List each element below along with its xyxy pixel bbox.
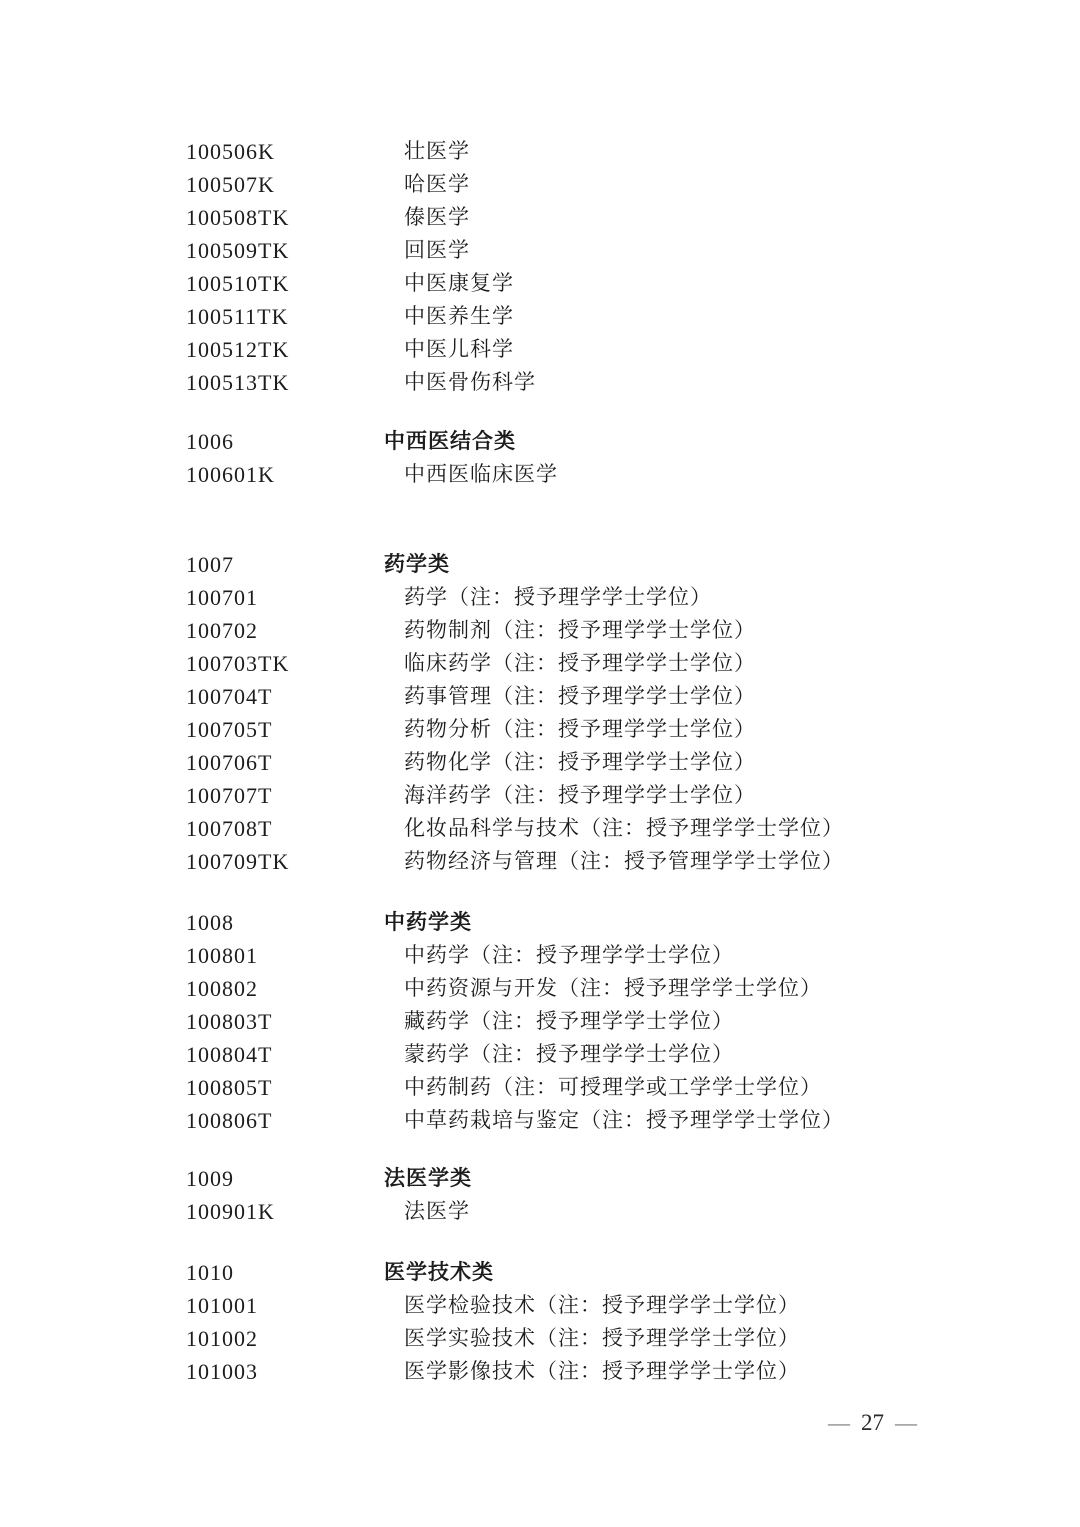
major-code: 100709TK xyxy=(186,849,290,874)
major-code: 100511TK xyxy=(186,304,289,329)
category-name: 法医学类 xyxy=(384,1166,472,1190)
major-name: 药物经济与管理（注：授予管理学学士学位） xyxy=(404,849,844,873)
major-code: 100510TK xyxy=(186,271,290,296)
major-row xyxy=(0,939,1080,972)
major-row xyxy=(0,1289,1080,1322)
major-row xyxy=(0,845,1080,878)
major-name: 医学影像技术（注：授予理学学士学位） xyxy=(404,1359,800,1383)
major-code: 100803T xyxy=(186,1009,273,1034)
major-row xyxy=(0,647,1080,680)
major-row xyxy=(0,1104,1080,1137)
major-code: 100705T xyxy=(186,717,273,742)
major-code: 100901K xyxy=(186,1199,275,1224)
section-1010 xyxy=(0,1256,1080,1388)
major-code: 100804T xyxy=(186,1042,273,1067)
category-row xyxy=(0,906,1080,939)
major-name: 药学（注：授予理学学士学位） xyxy=(404,585,712,609)
footer-left-dash: — xyxy=(828,1410,850,1435)
major-code: 100509TK xyxy=(186,238,290,263)
major-code: 100702 xyxy=(186,618,258,643)
category-code: 1009 xyxy=(186,1166,234,1191)
major-row xyxy=(0,1038,1080,1071)
major-row xyxy=(0,267,1080,300)
major-name: 海洋药学（注：授予理学学士学位） xyxy=(404,783,756,807)
major-name: 药事管理（注：授予理学学士学位） xyxy=(404,684,756,708)
major-name: 药物制剂（注：授予理学学士学位） xyxy=(404,618,756,642)
major-code: 100707T xyxy=(186,783,273,808)
major-code: 100703TK xyxy=(186,651,290,676)
category-row xyxy=(0,425,1080,458)
major-code: 100704T xyxy=(186,684,273,709)
major-code: 100801 xyxy=(186,943,258,968)
category-code: 1006 xyxy=(186,429,234,454)
category-code: 1008 xyxy=(186,910,234,935)
category-row xyxy=(0,1162,1080,1195)
major-name: 哈医学 xyxy=(404,172,470,196)
major-row xyxy=(0,746,1080,779)
major-name: 药物化学（注：授予理学学士学位） xyxy=(404,750,756,774)
major-name: 中医康复学 xyxy=(404,271,514,295)
category-row xyxy=(0,1256,1080,1289)
major-row xyxy=(0,366,1080,399)
major-row xyxy=(0,581,1080,614)
category-code: 1010 xyxy=(186,1260,234,1285)
major-name: 医学实验技术（注：授予理学学士学位） xyxy=(404,1326,800,1350)
major-code: 101003 xyxy=(186,1359,258,1384)
major-row xyxy=(0,713,1080,746)
section-1005-continued xyxy=(0,135,1080,399)
major-row xyxy=(0,1195,1080,1228)
major-name: 中药资源与开发（注：授予理学学士学位） xyxy=(404,976,822,1000)
major-name: 中草药栽培与鉴定（注：授予理学学士学位） xyxy=(404,1108,844,1132)
footer-right-dash: — xyxy=(895,1410,917,1435)
major-name: 中药学（注：授予理学学士学位） xyxy=(404,943,734,967)
major-name: 药物分析（注：授予理学学士学位） xyxy=(404,717,756,741)
major-name: 临床药学（注：授予理学学士学位） xyxy=(404,651,756,675)
major-code: 100805T xyxy=(186,1075,273,1100)
major-code: 100601K xyxy=(186,462,275,487)
major-row xyxy=(0,1322,1080,1355)
major-code: 100706T xyxy=(186,750,273,775)
major-code: 100507K xyxy=(186,172,275,197)
major-row xyxy=(0,1355,1080,1388)
major-row xyxy=(0,614,1080,647)
major-name: 医学检验技术（注：授予理学学士学位） xyxy=(404,1293,800,1317)
major-name: 化妆品科学与技术（注：授予理学学士学位） xyxy=(404,816,844,840)
major-row xyxy=(0,135,1080,168)
major-code: 100802 xyxy=(186,976,258,1001)
major-name: 中医骨伤科学 xyxy=(404,370,536,394)
category-name: 医学技术类 xyxy=(384,1260,494,1284)
page-footer xyxy=(828,1408,917,1438)
major-code: 101001 xyxy=(186,1293,258,1318)
major-row xyxy=(0,972,1080,1005)
major-name: 壮医学 xyxy=(404,139,470,163)
major-row xyxy=(0,812,1080,845)
major-catalog-list xyxy=(0,135,1080,1388)
category-name: 药学类 xyxy=(384,552,450,576)
major-code: 100806T xyxy=(186,1108,273,1133)
major-name: 中医养生学 xyxy=(404,304,514,328)
major-row xyxy=(0,1005,1080,1038)
page-number: 27 xyxy=(861,1410,884,1435)
major-row xyxy=(0,680,1080,713)
section-1008 xyxy=(0,906,1080,1137)
major-row xyxy=(0,779,1080,812)
major-row xyxy=(0,234,1080,267)
major-name: 蒙药学（注：授予理学学士学位） xyxy=(404,1042,734,1066)
major-name: 中药制药（注：可授理学或工学学士学位） xyxy=(404,1075,822,1099)
section-1009 xyxy=(0,1162,1080,1228)
major-name: 法医学 xyxy=(404,1199,470,1223)
major-row xyxy=(0,1071,1080,1104)
section-1007 xyxy=(0,548,1080,878)
major-code: 100701 xyxy=(186,585,258,610)
major-code: 100506K xyxy=(186,139,275,164)
major-row xyxy=(0,458,1080,491)
section-1006 xyxy=(0,425,1080,491)
major-row xyxy=(0,168,1080,201)
major-row xyxy=(0,300,1080,333)
major-name: 中医儿科学 xyxy=(404,337,514,361)
major-row xyxy=(0,333,1080,366)
major-name: 回医学 xyxy=(404,238,470,262)
category-row xyxy=(0,548,1080,581)
major-code: 100508TK xyxy=(186,205,290,230)
category-name: 中西医结合类 xyxy=(384,429,516,453)
category-code: 1007 xyxy=(186,552,234,577)
major-code: 100513TK xyxy=(186,370,290,395)
major-name: 中西医临床医学 xyxy=(404,462,558,486)
major-row xyxy=(0,201,1080,234)
category-name: 中药学类 xyxy=(384,910,472,934)
major-name: 藏药学（注：授予理学学士学位） xyxy=(404,1009,734,1033)
major-code: 100708T xyxy=(186,816,273,841)
major-name: 傣医学 xyxy=(404,205,470,229)
major-code: 100512TK xyxy=(186,337,290,362)
major-code: 101002 xyxy=(186,1326,258,1351)
